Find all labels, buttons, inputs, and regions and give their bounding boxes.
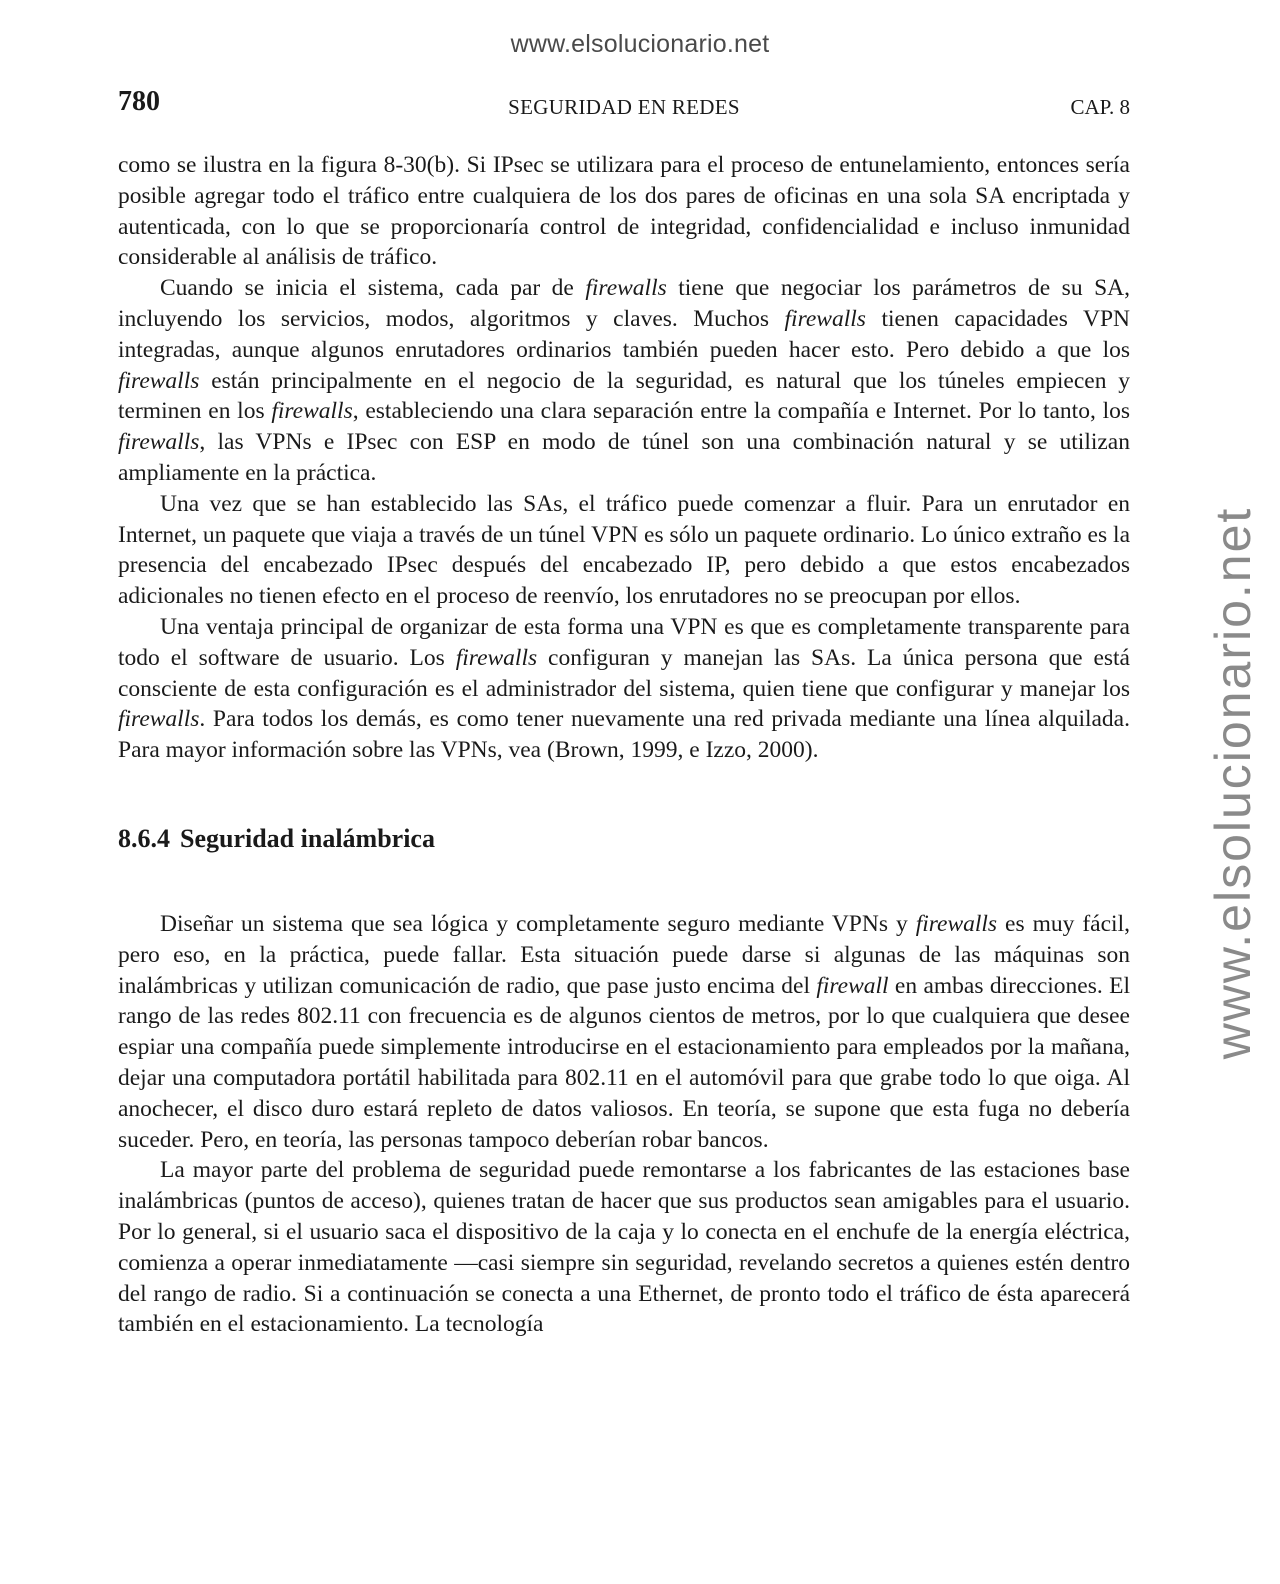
text-run: como se ilustra en la figura 8-30(b). Si IPsec se utilizara para el proceso de entunelamiento, entonces sería posible agregar todo el tráfico entre cualquiera de los dos pares de oficinas en una sola SA encriptada y autenticada, con lo que se proporcionaría control de integridad, confidencialidad e incluso inmunidad considerable al análisis de tráfico. xyxy=(118,152,1130,271)
text-run: La mayor parte del problema de seguridad puede remontarse a los fabricantes de las estaciones base inalámbricas (puntos de acceso), quienes tratan de hacer que sus productos sean amigables para el usuario. Por lo general, si el usuario saca el dispositivo de la caja y lo conecta en el enchufe de la energía eléctrica, comienza a operar inmediatamente —casi siempre sin seguridad, revelando secretos a quienes estén dentro del rango de radio. Si a continuación se conecta a una Ethernet, de pronto todo el tráfico de ésta aparecerá también en el estacionamiento. La tecnología xyxy=(118,1157,1130,1338)
italic-term: firewalls xyxy=(271,398,353,425)
paragraph xyxy=(118,489,1130,612)
section-title: Seguridad inalámbrica xyxy=(180,823,435,853)
body-text-section xyxy=(118,909,1130,1340)
italic-term: firewalls xyxy=(455,644,538,671)
running-head xyxy=(118,86,1130,126)
section-number: 8.6.4 xyxy=(118,823,170,853)
paragraph xyxy=(118,1155,1130,1340)
section-heading xyxy=(118,823,1130,855)
italic-term: firewalls xyxy=(118,367,200,394)
page-number: 780 xyxy=(118,86,160,117)
italic-term: firewalls xyxy=(915,910,998,937)
running-title: SEGURIDAD EN REDES xyxy=(508,95,740,119)
text-run: . Para todos los demás, es como tener nuevamente una red privada mediante una línea alquilada. Para mayor información sobre las VPNs, vea (Brown, 1999, e Izzo, 2000). xyxy=(118,706,1130,764)
page-body xyxy=(118,150,1130,1340)
watermark-top: www.elsolucionario.net xyxy=(510,30,770,58)
paragraph xyxy=(118,273,1130,489)
italic-term: firewalls xyxy=(585,275,667,302)
watermark-side: www.elsolucionario.net xyxy=(1205,506,1261,1060)
text-run: tienen capacidades VPN integradas, aunque algunos enrutadores ordinarios también pueden hacer esto. Pero debido a que los xyxy=(118,305,1130,363)
text-run: , estableciendo una clara separación entre la compañía e Internet. Por lo tanto, los xyxy=(352,398,1130,425)
body-text-before-section xyxy=(118,150,1130,766)
text-run: Una ventaja principal de organizar de esta forma una VPN es que es completamente transparente para todo el software de usuario. Los xyxy=(118,613,1130,671)
text-run: Diseñar un sistema que sea lógica y completamente seguro mediante VPNs y xyxy=(160,910,916,937)
text-run: , las VPNs e IPsec con ESP en modo de túnel son una combinación natural y se utilizan ampliamente en la práctica. xyxy=(118,429,1130,486)
italic-term: firewalls xyxy=(784,305,866,332)
text-run: Una vez que se han establecido las SAs, el tráfico puede comenzar a fluir. Para un enrutador en Internet, un paquete que viaja a través de un túnel VPN es sólo un paquete ordinario. Lo único extraño es la presencia del encabezado IPsec después del encabezado IP, pero debido a que estos encabezados adicionales no tienen efecto en el proceso de reenvío, los enrutadores no se preocupan por ellos. xyxy=(118,490,1130,610)
text-run: es muy fácil, pero eso, en la práctica, puede fallar. Esta situación puede darse si algunas de las máquinas son inalámbricas y utilizan comunicación de radio, que pase justo encima del xyxy=(118,910,1130,999)
text-run: están principalmente en el negocio de la seguridad, es natural que los túneles empiecen y terminen en los xyxy=(118,367,1130,425)
paragraph xyxy=(118,612,1130,766)
italic-term: firewall xyxy=(816,972,889,999)
paragraph xyxy=(118,909,1130,1155)
text-run: en ambas direcciones. El rango de las redes 802.11 con frecuencia es de algunos cientos de metros, por lo que cualquiera que desee espiar una compañía puede simplemente introducirse en el estacionamiento para empleados por la mañana, dejar una computadora portátil habilitada para 802.11 en el automóvil para que grabe todo lo que oiga. Al anochecer, el disco duro estará repleto de datos valiosos. En teoría, se supone que esta fuga no debería suceder. Pero, en teoría, las personas tampoco deberían robar bancos. xyxy=(118,972,1130,1153)
text-run: configuran y manejan las SAs. La única persona que está consciente de esta configuración es el administrador del sistema, quien tiene que configurar y manejar los xyxy=(118,644,1130,702)
italic-term: firewalls xyxy=(118,706,200,733)
text-run: tiene que negociar los parámetros de su SA, incluyendo los servicios, modos, algoritmos y claves. Muchos xyxy=(118,275,1130,332)
text-run: Cuando se inicia el sistema, cada par de xyxy=(160,275,586,302)
italic-term: firewalls xyxy=(118,429,200,456)
paragraph xyxy=(118,150,1130,273)
chapter-ref: CAP. 8 xyxy=(1070,95,1130,119)
